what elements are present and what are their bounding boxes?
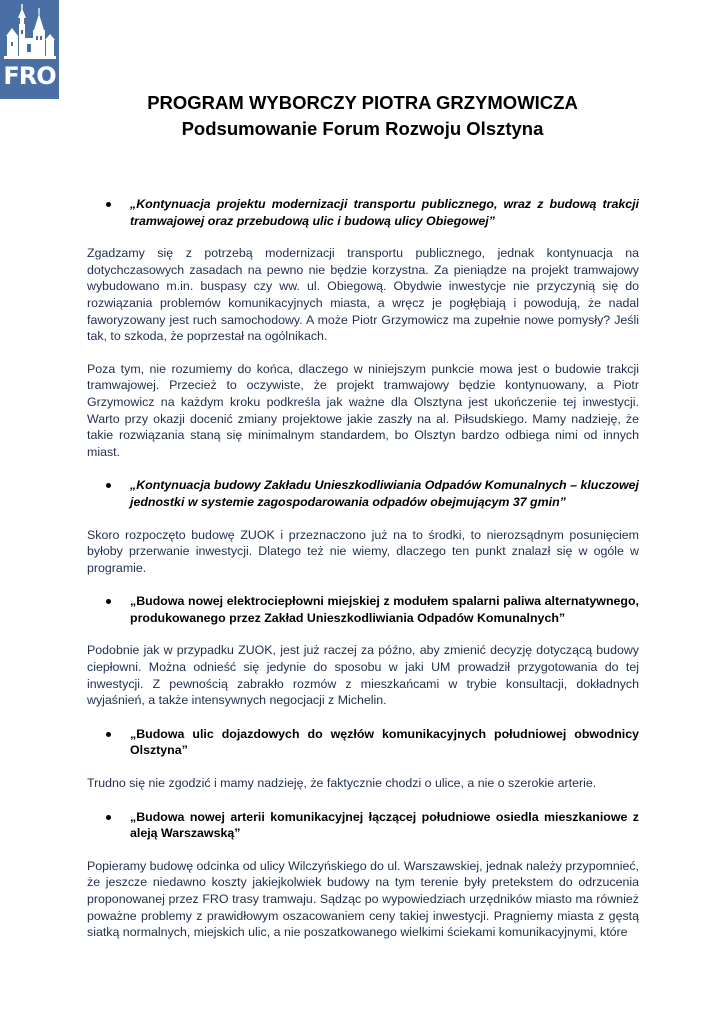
- city-skyline-icon: [0, 0, 59, 62]
- bullet-icon: [106, 599, 111, 604]
- bullet-icon: [106, 202, 111, 207]
- bullet-icon: [106, 732, 111, 737]
- section-heading: „Kontynuacja projektu modernizacji transportu publicznego, wraz z budową trakcji tramwajowej oraz przebudową ulic i budową ulicy Obiegowej”: [87, 196, 639, 229]
- section-heading: „Budowa ulic dojazdowych do węzłów komunikacyjnych południowej obwodnicy Olsztyna”: [87, 726, 639, 759]
- paragraph: Skoro rozpoczęto budowę ZUOK i przeznaczono już na to środki, to nierozsądnym posunięciem byłoby przerwanie inwestycji. Dlatego też nie wiemy, dlaczego ten punkt znalazł się w ogóle w programie.: [87, 527, 639, 575]
- section-heading: „Budowa nowej elektrociepłowni miejskiej z modułem spalarni paliwa alternatywnego, produkowanego przez Zakład Unieszkodliwiania Odpadów Komunalnych”: [87, 593, 639, 626]
- section-heading: „Kontynuacja budowy Zakładu Unieszkodliwiania Odpadów Komunalnych – kluczowej jednostki w systemie zagospodarowania odpadów obejmującym 37 gmin”: [87, 477, 639, 510]
- paragraph: Trudno się nie zgodzić i mamy nadzieję, że faktycznie chodzi o ulice, a nie o szerokie arterie.: [87, 776, 597, 791]
- page-title: PROGRAM WYBORCZY PIOTRA GRZYMOWICZA: [147, 92, 578, 113]
- bullet-icon: [106, 483, 111, 488]
- paragraph: Zgadzamy się z potrzebą modernizacji transportu publicznego, jednak kontynuacja na dotychczasowych zasadach na pewno nie będzie korzystna. Za pieniądze na projekt tramwajowy wybudowano m.in. buspasy czy ww. ul. Obiegową. Obydwie inwestycje nie przyczynią się do rozwiązania problemów komunikacyjnych miasta, a wręcz je pogłębiają i powodują, że nadal faworyzowany jest ruch samochodowy. A może Piotr Grzymowicz ma zupełnie nowe pomysły? Jeśli tak, to szkoda, że poprzestał na ogólnikach.: [87, 246, 639, 344]
- paragraph: Popieramy budowę odcinka od ulicy Wilczyńskiego do ul. Warszawskiej, jednak należy przypomnieć, że jeszcze niedawno koszty jakiejkolwiek budowy na tym terenie były pretekstem do odrzucenia proponowanej przez FRO trasy tramwaju. Sądząc po wypowiedziach urzędników miasto ma również poważne problemy z prawidłowym oszacowaniem ceny takiej inwestycji. Pragniemy miasta z gęstą siatką normalnych, miejskich ulic, a nie poszatkowanego wielkimi ściekami komunikacyjnymi, które: [87, 858, 639, 940]
- paragraph: Poza tym, nie rozumiemy do końca, dlaczego w niniejszym punkcie mowa jest o budowie trakcji tramwajowej. Przecież to oczywiste, że projekt tramwajowy będzie kontynuowany, a Piotr Grzymowicz na każdym kroku podkreśla jak ważne dla Olsztyna jest ukończenie tej inwestycji. Warto przy okazji docenić zmiany projektowe jakie zaszły na al. Piłsudskiego. Mamy nadzieję, że takie rozwiązania staną się minimalnym standardem, bo Olsztyn bardzo odbiega nimi od innych miast.: [87, 361, 639, 459]
- page-header: [0, 90, 725, 142]
- logo-text: FRO: [3, 62, 56, 90]
- document-body: [87, 196, 639, 941]
- paragraph: Podobnie jak w przypadku ZUOK, jest już raczej za późno, aby zmienić decyzję dotyczącą budowy ciepłowni. Można odnieść się jedynie do sposobu w jaki UM prowadził przygotowania do tej inwestycji. Z pewnością zabrakło rozmów z mieszkańcami w trybie konsultacji, dokładnych wyjaśnień, a także intensywnych negocjacji z Michelin.: [87, 643, 639, 708]
- page-subtitle: Podsumowanie Forum Rozwoju Olsztyna: [181, 118, 544, 139]
- bullet-icon: [106, 815, 111, 820]
- fro-logo: [0, 0, 59, 99]
- section-heading: „Budowa nowej arterii komunikacyjnej łączącej południowe osiedla mieszkaniowe z aleją Warszawską”: [87, 809, 639, 842]
